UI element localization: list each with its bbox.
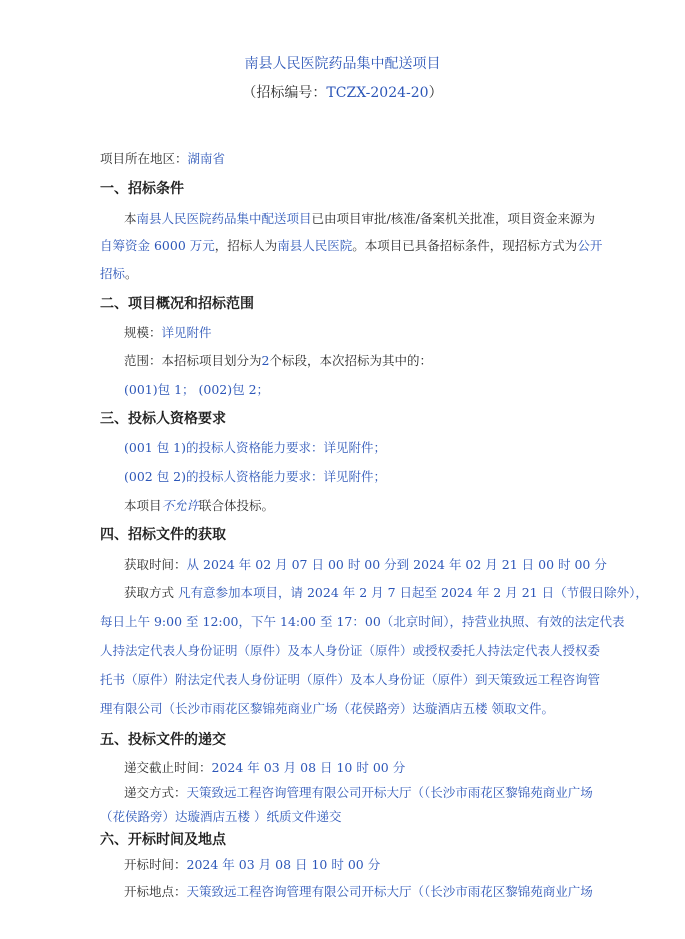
obtain-method-line-4: 托书（原件）附法定代表人身份证明（原件）及本人身份证（原件）到天策致远工程咨询管 <box>100 672 601 687</box>
obtain-method-line-5: 理有限公司（长沙市雨花区黎锦苑商业广场（花侯路旁）达璇酒店五楼 领取文件。 <box>100 701 554 716</box>
range-line: 范围：本招标项目划分为2个标段，本次招标为其中的： <box>124 353 432 368</box>
submission-method-line-1: 递交方式：天策致远工程咨询管理有限公司开标大厅（（长沙市雨花区黎锦苑商业广场 <box>124 785 593 800</box>
section-heading-2: 二、项目概况和招标范围 <box>100 296 254 312</box>
qualification-2: (002 包 2)的投标人资格能力要求：详见附件； <box>124 469 387 484</box>
consortium-line: 本项目不允许联合体投标。 <box>124 498 275 513</box>
project-region: 项目所在地区：湖南省 <box>100 151 226 166</box>
section-heading-6: 六、开标时间及地点 <box>100 832 226 848</box>
submission-deadline: 递交截止时间：2024 年 03 月 08 日 10 时 00 分 <box>124 760 406 775</box>
conditions-line-1: 本南县人民医院药品集中配送项目已由项目审批/核准/备案机关批准，项目资金来源为 <box>124 211 595 226</box>
obtain-time: 获取时间：从 2024 年 02 月 07 日 00 时 00 分到 2024 年 02 月 21 日 00 时 00 分 <box>124 557 607 572</box>
opening-time: 开标时间：2024 年 03 月 08 日 10 时 00 分 <box>124 857 381 872</box>
opening-place: 开标地点：天策致远工程咨询管理有限公司开标大厅（（长沙市雨花区黎锦苑商业广场 <box>124 884 593 899</box>
section-heading-1: 一、招标条件 <box>100 181 184 197</box>
section-heading-4: 四、招标文件的获取 <box>100 527 226 543</box>
submission-method-line-2: （花侯路旁）达璇酒店五楼 ）纸质文件递交 <box>100 809 342 824</box>
obtain-method-line-2: 每日上午 9:00 至 12:00，下午 14:00 至 17：00（北京时间），持营业执照、有效的法定代表 <box>100 614 625 629</box>
section-heading-5: 五、投标文件的递交 <box>100 732 226 748</box>
conditions-line-2: 自筹资金 6000 万元，招标人为南县人民医院。本项目已具备招标条件，现招标方式为公开 <box>100 238 603 253</box>
obtain-method-line-1: 获取方式 凡有意参加本项目，请 2024 年 2 月 7 日起至 2024 年 2 月 21 日（节假日除外）， <box>124 585 648 600</box>
scale-line: 规模：详见附件 <box>124 325 212 340</box>
document-title: 南县人民医院药品集中配送项目 <box>244 56 441 72</box>
conditions-line-3: 招标。 <box>100 266 138 281</box>
obtain-method-line-3: 人持法定代表人身份证明（原件）及本人身份证（原件）或授权委托人持法定代表人授权委 <box>100 643 601 658</box>
tender-code: （招标编号：TCZX-2024-20） <box>242 85 443 101</box>
packages-line: (001)包 1； (002)包 2； <box>124 382 270 397</box>
section-heading-3: 三、投标人资格要求 <box>100 411 226 427</box>
qualification-1: (001 包 1)的投标人资格能力要求：详见附件； <box>124 440 387 455</box>
